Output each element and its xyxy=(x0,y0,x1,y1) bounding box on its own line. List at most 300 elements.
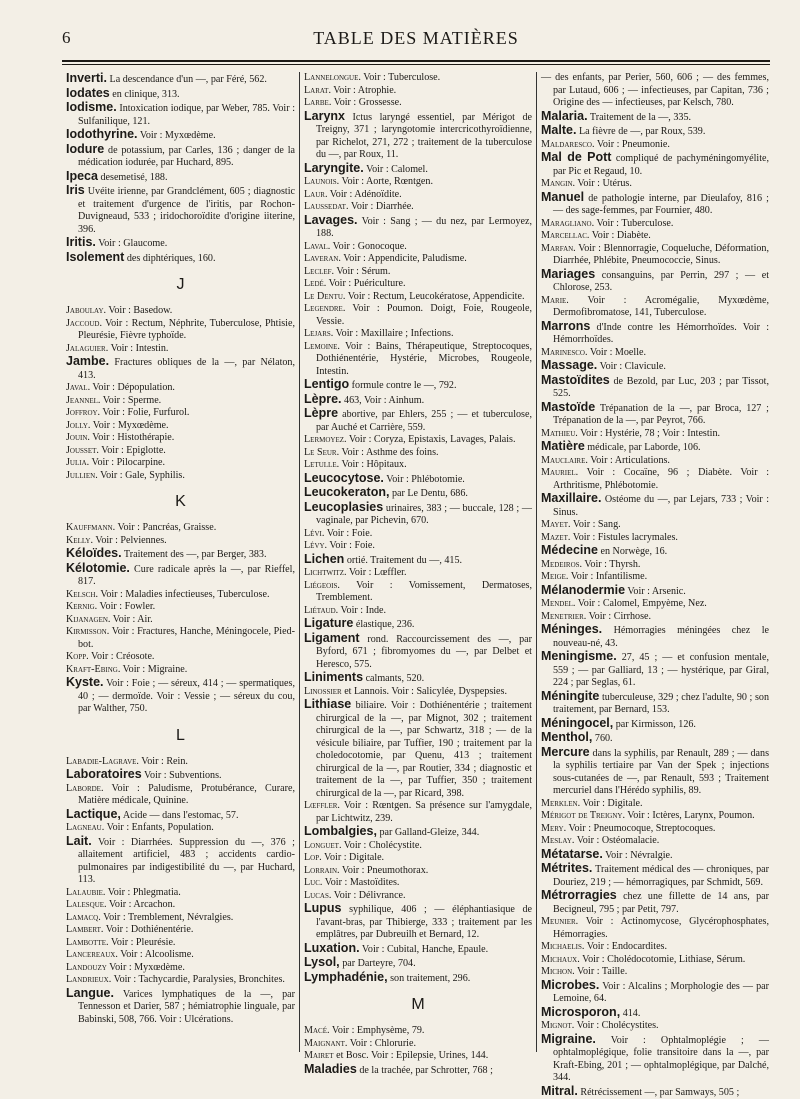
index-entry xyxy=(304,328,532,341)
index-references: Cure radicale après la —, par Rieffel, 817. xyxy=(78,564,295,588)
index-term: Ipeca xyxy=(66,169,98,183)
index-term: Inverti. xyxy=(66,71,107,85)
index-references: Voir : Myxœdème. xyxy=(107,962,185,973)
index-references: Voir : Dépopulation. xyxy=(90,382,175,393)
index-term: Langue. xyxy=(66,986,114,1000)
index-references: Voir : Gale, Syphilis. xyxy=(98,470,185,481)
index-references: chez une fillette de 14 ans, par Becigneul, 795 ; par Petit, 797. xyxy=(553,891,769,915)
index-references: Voir : Actinomycose, Glycérophosphates, Hémorragies. xyxy=(553,916,769,940)
index-references: Voir : Bains, Thérapeutique, Streptocoques, Dothiénentérie, Hystérie, Microbes, Rougeole, Intestin. xyxy=(316,341,532,377)
index-entry xyxy=(304,825,532,840)
index-references: Voir : Paludisme, Protubérance, Curare, Matière médicale, Quinine. xyxy=(78,783,295,807)
index-references: Voir : Diarrhée. xyxy=(348,201,413,212)
index-references: Voir : Créosote. xyxy=(89,651,155,662)
index-term: Kélotomie. xyxy=(66,561,130,575)
index-references: Voir : Ophtalmoplégie ; — ophtalmoplégique, folie transitoire dans la —, par Kraft-Ebing, 201 ; — ophtalmoplégique, par Dalché, 344. xyxy=(553,1035,769,1084)
index-references: Voir : Migraine. xyxy=(120,664,187,675)
index-entry xyxy=(66,626,295,651)
index-entry xyxy=(541,979,769,1006)
index-term: Jouin. xyxy=(66,432,90,443)
index-column-3 xyxy=(536,72,773,1052)
index-entry xyxy=(541,889,769,916)
index-entry xyxy=(541,584,769,599)
index-term: Mazet. xyxy=(541,532,570,543)
index-term: Méningocel, xyxy=(541,716,613,730)
index-term: Lichtwitz. xyxy=(304,567,347,578)
index-references: Voir : Cubital, Hanche, Epaule. xyxy=(360,944,489,955)
index-entry xyxy=(541,954,769,967)
index-entry xyxy=(66,72,295,87)
index-references: formule contre le —, 792. xyxy=(349,380,456,391)
index-term: Mastoïde xyxy=(541,400,595,414)
index-references: Voir : Ictères, Larynx, Poumon. xyxy=(625,810,755,821)
index-entry xyxy=(541,690,769,717)
index-term: Lamacq. xyxy=(66,912,101,923)
index-entry xyxy=(541,295,769,320)
index-references: Voir : Pelviennes. xyxy=(93,535,167,546)
index-references: d'Inde contre les Hémorrhoïdes. Voir : Hémorrhoïdes. xyxy=(553,322,769,346)
index-term: Kyste. xyxy=(66,675,104,689)
index-references: Voir : Foie. xyxy=(327,540,375,551)
index-references: calmants, 520. xyxy=(363,673,424,684)
index-term: Lemoine. xyxy=(304,341,340,352)
index-term: Jousset. xyxy=(66,445,99,456)
index-term: Kirmisson. xyxy=(66,626,109,637)
index-entry xyxy=(66,432,295,445)
index-entry xyxy=(66,457,295,470)
index-references: Voir : Adénoïdite. xyxy=(327,189,401,200)
index-references: Voir : Calomel. xyxy=(364,164,428,175)
index-term: Iodure xyxy=(66,142,104,156)
index-references: en clinique, 313. xyxy=(110,89,180,100)
index-column-2 xyxy=(299,72,536,1052)
index-references: Voir : Intestin. xyxy=(108,343,168,354)
index-term: Lucas. xyxy=(304,890,331,901)
index-term: Lermoyez. xyxy=(304,434,347,445)
index-term: Lalesque. xyxy=(66,899,107,910)
index-term: Laboratoires xyxy=(66,767,142,781)
index-entry xyxy=(304,800,532,825)
index-entry xyxy=(304,942,532,957)
index-term: Marcellac. xyxy=(541,230,589,241)
index-references: abortive, par Ehlers, 255 ; — et tuberculose, par Auché et Carrière, 559. xyxy=(316,409,532,433)
index-entry xyxy=(541,1006,769,1021)
index-term: Lagneau. xyxy=(66,822,104,833)
index-references: Voir : Enfants, Population. xyxy=(104,822,214,833)
index-references: Voir : Foie ; — séreux, 414 ; — spermatiques, 40 ; — dermoïde. Voir : Vessie ; — séreux du cou, par Walther, 750. xyxy=(78,678,295,714)
index-entry xyxy=(541,124,769,139)
index-entry xyxy=(66,305,295,318)
index-references: Voir : Arsenic. xyxy=(625,586,686,597)
index-term: Kernig. xyxy=(66,601,97,612)
index-entry xyxy=(304,378,532,393)
index-references: Voir : Mastoïdites. xyxy=(322,877,399,888)
index-term: Mathieu. xyxy=(541,428,578,439)
index-entry xyxy=(66,614,295,627)
index-entry xyxy=(541,731,769,746)
index-columns xyxy=(62,72,774,1052)
index-entry xyxy=(66,835,295,887)
index-entry xyxy=(66,601,295,614)
index-entry xyxy=(66,912,295,925)
index-references: Voir : Alcoolisme. xyxy=(118,949,194,960)
index-references: Ostéome du —, par Lejars, 733 ; Voir : Sinus. xyxy=(553,494,769,518)
index-term: Luxation. xyxy=(304,941,360,955)
index-entry xyxy=(304,110,532,162)
index-entry xyxy=(304,971,532,986)
index-references: par Kirmisson, 126. xyxy=(613,719,696,730)
index-references: Voir : Rectum, Néphrite, Tuberculose, Phtisie, Pleurésie, Fièvre typhoïde. xyxy=(78,318,295,342)
index-term: Kopp. xyxy=(66,651,89,662)
index-entry xyxy=(304,865,532,878)
index-entry xyxy=(541,519,769,532)
index-term: Manuel xyxy=(541,190,584,204)
index-entry xyxy=(66,251,295,266)
index-term: Menthol, xyxy=(541,730,592,744)
index-entry xyxy=(304,877,532,890)
index-entry xyxy=(304,253,532,266)
index-term: Leucokeraton, xyxy=(304,485,389,499)
index-term: Mauriel. xyxy=(541,467,578,478)
index-entry xyxy=(304,1063,532,1078)
index-term: Jambe. xyxy=(66,354,109,368)
index-references: compliqué de pachyméningomyélite, par Pic et Regaud, 10. xyxy=(553,153,769,177)
index-references: Traitement médical des — chroniques, par Douriez, 219 ; — hémorragiques, par Schmidt, 569. xyxy=(553,864,769,888)
index-entry xyxy=(541,717,769,732)
index-term: Lambert. xyxy=(66,924,103,935)
index-term: Marinesco. xyxy=(541,347,588,358)
index-references: Voir : Lœffler. xyxy=(347,567,407,578)
index-entry xyxy=(541,268,769,295)
index-entry xyxy=(66,987,295,1027)
index-term: Lop. xyxy=(304,852,322,863)
index-term: Lambotte. xyxy=(66,937,109,948)
index-references: Voir : Myxœdème. xyxy=(90,420,168,431)
index-term: Mariages xyxy=(541,267,595,281)
index-references: de potassium, par Carles, 136 ; danger de la médication iodurée, par Huchard, 895. xyxy=(78,145,295,169)
index-term: Métrites. xyxy=(541,861,592,875)
index-term: Lœffler. xyxy=(304,800,340,811)
index-term: Meunier. xyxy=(541,916,578,927)
index-entry xyxy=(304,434,532,447)
index-entry xyxy=(304,902,532,942)
index-references: ortié. Traitement du —, 415. xyxy=(344,555,462,566)
index-references: et Lannois. Voir : Salicylée, Dyspepsies. xyxy=(342,686,507,697)
index-term: Le Seur. xyxy=(304,447,339,458)
index-references: Voir : Emphysème, 79. xyxy=(330,1025,425,1036)
index-term: Mangin. xyxy=(541,178,575,189)
index-references: Voir : Pancréas, Graisse. xyxy=(115,522,216,533)
index-term: Isolement xyxy=(66,250,124,264)
index-references: par Galland-Gleize, 344. xyxy=(377,827,479,838)
index-entry xyxy=(66,562,295,589)
index-references: Voir : Fistules lacrymales. xyxy=(570,532,678,543)
index-entry xyxy=(304,840,532,853)
index-term: Landouzy xyxy=(66,962,107,973)
index-references: Voir : Calomel, Empyème, Nez. xyxy=(575,598,706,609)
index-references: Voir : Tuberculose. xyxy=(594,218,673,229)
index-term: Métrorragies xyxy=(541,888,617,902)
index-term: Lévy. xyxy=(304,540,327,551)
index-references: Voir : Chlorurie. xyxy=(347,1038,416,1049)
index-references: Fractures obliques de la —, par Nélaton, 413. xyxy=(78,357,295,381)
index-term: Kraft-Ebing. xyxy=(66,664,120,675)
index-entry xyxy=(541,544,769,559)
index-term: Lévi. xyxy=(304,528,324,539)
index-references: et Bosc. Voir : Epilepsie, Urines, 144. xyxy=(334,1050,489,1061)
index-references: Voir : Grossesse. xyxy=(331,97,401,108)
index-references: 27, 45 ; — et confusion mentale, 559 ; — par Galliard, 13 ; — hystérique, par Giral, 224 ; par Seglas, 61. xyxy=(553,652,769,688)
index-term: Lannelongue. xyxy=(304,72,361,83)
index-entry xyxy=(304,266,532,279)
index-entry xyxy=(304,407,532,434)
index-term: Laryngite. xyxy=(304,161,364,175)
index-term: Joffroy. xyxy=(66,407,100,418)
page-title: TABLE DES MATIÈRES xyxy=(62,28,770,49)
index-references: Traitement des —, par Berger, 383. xyxy=(122,549,267,560)
index-term: Mitral. xyxy=(541,1084,578,1098)
index-references: Voir : Epiglotte. xyxy=(99,445,166,456)
index-entry xyxy=(541,623,769,650)
index-entry xyxy=(541,440,769,455)
index-term: Kauffmann. xyxy=(66,522,115,533)
index-references: Voir : Arcachon. xyxy=(107,899,176,910)
index-references: Varices lymphatiques de la —, par Tennesson et Darier, 587 ; hémiatrophie linguale, par Babinski, 508, 766. Voir : Ulcérations. xyxy=(78,989,295,1025)
index-references: Voir : Hystérie, 78 ; Voir : Intestin. xyxy=(578,428,720,439)
index-entry xyxy=(541,359,769,374)
index-term: Méningite xyxy=(541,689,599,703)
index-references: Voir : Maxillaire ; Infections. xyxy=(333,328,453,339)
index-term: Maragliano. xyxy=(541,218,594,229)
index-references: Voir : Phlegmatia. xyxy=(105,887,180,898)
index-references: Voir : Pneumocoque, Streptocoques. xyxy=(566,823,715,834)
index-references: dans la syphilis, par Renault, 289 ; — dans la syphilis tertiaire par Van der Spek ; injections sous-cutanées de —, par Renault, 593 ; Traitement mercuriel dans l'Hérédo syphilis, 89. xyxy=(553,748,769,797)
index-term: Michaux. xyxy=(541,954,580,965)
index-entry xyxy=(66,651,295,664)
index-references: 463, Voir : Ainhum. xyxy=(342,395,425,406)
index-references: Voir : Inde. xyxy=(338,605,386,616)
index-entry xyxy=(66,170,295,185)
index-entry xyxy=(66,547,295,562)
index-entry xyxy=(541,401,769,428)
index-entry xyxy=(304,671,532,686)
index-term: Kelsch. xyxy=(66,589,98,600)
index-entry xyxy=(66,924,295,937)
index-entry xyxy=(66,899,295,912)
index-term: Laval. xyxy=(304,241,330,252)
index-term: Microsporon, xyxy=(541,1005,620,1019)
index-term: Meslay. xyxy=(541,835,574,846)
index-term: Lalaubie. xyxy=(66,887,105,898)
index-references: son traitement, 296. xyxy=(388,973,471,984)
index-term: Launois. xyxy=(304,176,339,187)
index-references: médicale, par Laborde, 106. xyxy=(585,442,701,453)
index-entry xyxy=(304,214,532,241)
index-entry xyxy=(541,1033,769,1085)
index-entry xyxy=(66,808,295,823)
index-entry xyxy=(541,650,769,690)
index-entry xyxy=(304,85,532,98)
index-term: Lejars. xyxy=(304,328,333,339)
index-term: Malaria. xyxy=(541,109,588,123)
index-references: Voir : Pilocarpine. xyxy=(89,457,165,468)
index-references: Voir : Asthme des foins. xyxy=(339,447,438,458)
index-term: Kelly. xyxy=(66,535,93,546)
index-entry xyxy=(541,598,769,611)
index-references: Traitement de la —, 335. xyxy=(588,112,691,123)
index-term: Ledé. xyxy=(304,278,326,289)
index-references: Voir : Cholédocotomie, Lithiase, Sérum. xyxy=(580,954,746,965)
index-entry xyxy=(66,318,295,343)
index-term: Longuet. xyxy=(304,840,341,851)
index-references: Hémorragies méningées chez le nouveau-né, 43. xyxy=(553,625,769,649)
index-term: Mélanodermie xyxy=(541,583,625,597)
index-references: Voir : Hôpitaux. xyxy=(339,459,406,470)
index-references: Voir : Fractures, Hanche, Méningocele, Pied-bot. xyxy=(78,626,295,650)
index-references: Voir : Alcalins ; Morphologie des — par Lemoine, 64. xyxy=(553,981,769,1005)
index-term: Meningisme. xyxy=(541,649,617,663)
index-term: Lavages. xyxy=(304,213,358,227)
index-term: Malte. xyxy=(541,123,576,137)
header-rule-thin xyxy=(62,64,770,65)
index-references: Voir : Taille. xyxy=(575,966,628,977)
index-references: tuberculeuse, 329 ; chez l'adulte, 90 ; son traitement, par Bernard, 153. xyxy=(553,692,769,716)
index-entry xyxy=(304,241,532,254)
index-term: Lysol, xyxy=(304,955,340,969)
index-references: Voir : Puériculture. xyxy=(326,278,405,289)
index-references: Voir : Rein. xyxy=(139,756,188,767)
index-term: Maladies xyxy=(304,1062,357,1076)
index-references: Trépanation de la —, par Broca, 127 ; Trépanation de la —, par Peyrot, 766. xyxy=(553,403,769,427)
index-term: Laveran. xyxy=(304,253,341,264)
index-entry xyxy=(541,455,769,468)
index-references: Voir : Poumon. Doigt, Foie, Rougeole, Vessie. xyxy=(316,303,532,327)
index-term: Maxillaire. xyxy=(541,491,601,505)
index-term: Mery. xyxy=(541,823,566,834)
index-entry xyxy=(66,470,295,483)
index-references: Voir : Cholécystites. xyxy=(574,1020,658,1031)
index-entry xyxy=(304,553,532,568)
index-references: Voir : Délivrance. xyxy=(331,890,405,901)
section-letter: M xyxy=(304,995,532,1015)
index-term: Leucoplasies xyxy=(304,500,383,514)
index-term: Iodates xyxy=(66,86,110,100)
index-term: Larynx xyxy=(304,109,345,123)
index-entry xyxy=(541,810,769,823)
index-references: de pathologie interne, par Dieulafoy, 816 ; — des sage-femmes, par Fournier, 480. xyxy=(553,193,769,217)
index-entry xyxy=(541,467,769,492)
index-term: Liégeois. xyxy=(304,580,340,591)
index-entry xyxy=(304,162,532,177)
index-term: Michon. xyxy=(541,966,575,977)
index-term: Mal de Pott xyxy=(541,150,611,164)
index-references: Voir : Folie, Furfurol. xyxy=(100,407,189,418)
index-term: Mauclaire. xyxy=(541,455,588,466)
index-entry xyxy=(541,110,769,125)
index-references: de la trachée, par Schrotter, 768 ; xyxy=(357,1065,493,1076)
index-entry xyxy=(304,341,532,379)
index-references: Voir : Sérum. xyxy=(334,266,390,277)
index-entry xyxy=(66,236,295,251)
index-entry xyxy=(304,278,532,291)
index-entry xyxy=(541,848,769,863)
index-entry xyxy=(304,72,532,85)
index-term: Labadie-Lagrave. xyxy=(66,756,139,767)
index-term: Menetrier. xyxy=(541,611,586,622)
index-references: Voir : Glaucome. xyxy=(96,238,167,249)
index-references: biliaire. Voir : Dothiénentérie ; traitement chirurgical de la —, par Mignot, 302 ; traitement chirurgical de la —, par Schwartz, 318 ; — de la vésicule biliaire, par Tuffier, 190 ; traitement par la choledocotomie, par Quenu, 413 ; traitement chirurgical de la —, par Routier, 334 ; diagnostic et traitement de la —, par Tuffier, 350 ; traitement chirurgical de la —, par Ricard, 398. xyxy=(316,700,532,799)
index-references: Voir : Infantilisme. xyxy=(568,571,647,582)
index-entry xyxy=(541,191,769,218)
index-references: 760. xyxy=(592,733,612,744)
index-term: Medeiros. xyxy=(541,559,582,570)
index-references: Ictus laryngé essentiel, par Mérigot de Treigny, 371 ; laryngotomie intercricothyroïdienne, par Richelot, 271, 272 ; traitement de la tuberculose du —, par Roux, 11. xyxy=(316,112,532,161)
index-term: Marfan. xyxy=(541,243,576,254)
index-references: des diphtériques, 160. xyxy=(124,253,215,264)
index-term: Laborde. xyxy=(66,783,103,794)
index-term: Lupus xyxy=(304,901,342,915)
index-term: Jaccoud. xyxy=(66,318,102,329)
index-entry xyxy=(541,559,769,572)
index-entry xyxy=(304,698,532,800)
section-letter: J xyxy=(66,275,295,295)
index-references: Voir : Subventions. xyxy=(142,770,222,781)
index-entry xyxy=(304,528,532,541)
index-term: Letulle. xyxy=(304,459,339,470)
index-entry xyxy=(66,445,295,458)
index-term: Jullien. xyxy=(66,470,98,481)
index-term: Mastoïdites xyxy=(541,373,610,387)
index-references: Voir : Air. xyxy=(110,614,152,625)
index-references: Voir : Maladies infectieuses, Tuberculose. xyxy=(98,589,269,600)
index-entry xyxy=(66,184,295,236)
index-term: Lancereaux. xyxy=(66,949,118,960)
index-references: par Le Dentu, 686. xyxy=(389,488,467,499)
index-references: de Bezold, par Luc, 203 ; par Tissot, 525. xyxy=(553,376,769,400)
index-entry xyxy=(66,522,295,535)
index-term: Julia. xyxy=(66,457,89,468)
index-references: Voir : Coryza, Epistaxis, Lavages, Palais. xyxy=(347,434,516,445)
index-entry xyxy=(541,798,769,811)
index-references: Voir : Cocaïne, 96 ; Diabète. Voir : Arthritisme, Phlébotomie. xyxy=(553,467,769,491)
index-term: Mairet xyxy=(304,1050,334,1061)
index-references: Voir : Rectum, Leucokératose, Appendicite. xyxy=(345,291,524,302)
index-references: Voir : Névralgie. xyxy=(603,850,673,861)
index-term: Matière xyxy=(541,439,585,453)
index-term: Maldaresco. xyxy=(541,139,595,150)
index-term: Lichen xyxy=(304,552,344,566)
index-term: Ligature xyxy=(304,616,353,630)
index-term: Liétaud. xyxy=(304,605,338,616)
index-term: Médecine xyxy=(541,543,598,557)
section-letter: L xyxy=(66,726,295,746)
index-term: Legendre. xyxy=(304,303,345,314)
index-term: Lorrain. xyxy=(304,865,340,876)
index-entry xyxy=(66,768,295,783)
index-entry xyxy=(541,374,769,401)
index-references: Voir : Pneumothorax. xyxy=(340,865,429,876)
index-references: 414. xyxy=(620,1008,640,1019)
index-entry xyxy=(541,916,769,941)
index-entry xyxy=(304,472,532,487)
index-term: Leucocytose. xyxy=(304,471,384,485)
index-entry xyxy=(541,72,769,110)
index-entry xyxy=(66,382,295,395)
index-term: Lait. xyxy=(66,834,92,848)
index-references: Voir : Gonocoque. xyxy=(330,241,406,252)
index-entry xyxy=(304,189,532,202)
index-term: Liniments xyxy=(304,670,363,684)
